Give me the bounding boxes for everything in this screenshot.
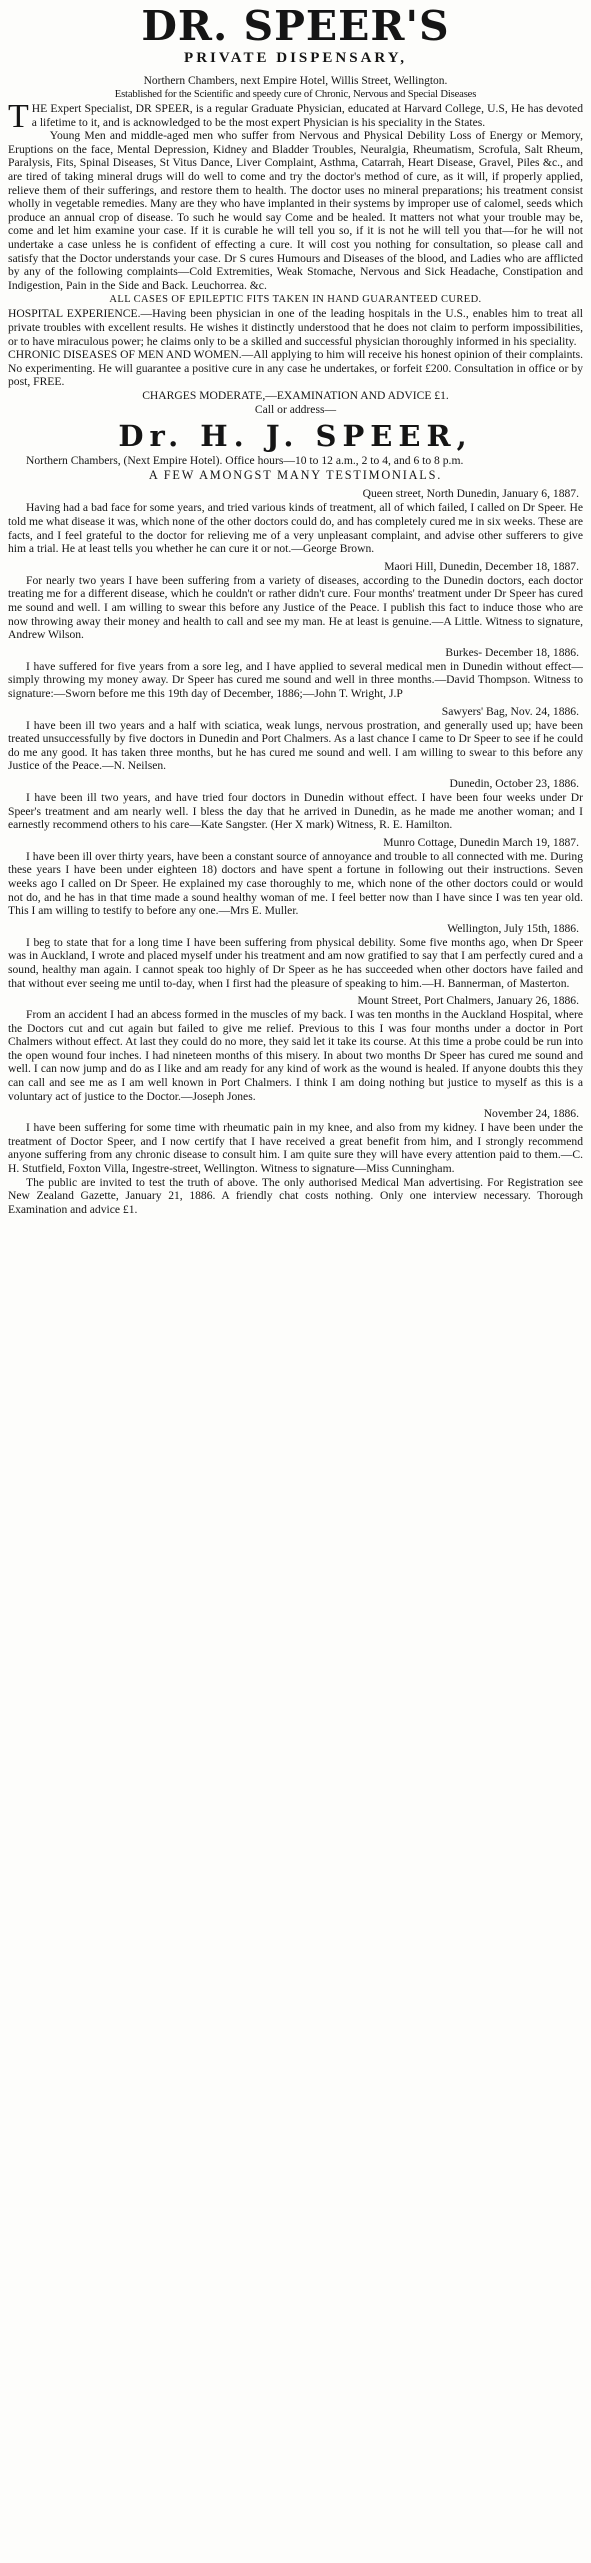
- testimonial-5: [8, 777, 583, 832]
- ad-title: DR. SPEER'S: [141, 3, 450, 50]
- testimonial-heading: Sawyers' Bag, Nov. 24, 1886.: [441, 704, 579, 718]
- chronic-lead: CHRONIC DISEASES OF MEN AND WOMEN.: [8, 348, 242, 362]
- doctor-name: Dr. H. J. SPEER,: [118, 418, 473, 453]
- charges-line: CHARGES MODERATE,—EXAMINATION AND ADVICE £1.: [142, 388, 449, 402]
- testimonial-8: [8, 994, 583, 1103]
- testimonial-text: I have been ill two years, and have tried four doctors in Dunedin without effect. I have been four weeks under Dr Speer's treatment and am nearly well. I bless the day that he arrived in Dunedin, as he made me another woman; and I earnestly recommend others to his care—Kate Sangster. (Her X mark) Witness, R. E. Hamilton.: [8, 790, 583, 832]
- testimonial-heading: Maori Hill, Dunedin, December 18, 1887.: [384, 559, 579, 573]
- ad-subtitle: PRIVATE DISPENSARY,: [184, 50, 407, 66]
- testimonial-heading: Wellington, July 15th, 1886.: [447, 921, 579, 935]
- testimonial-4: [8, 705, 583, 773]
- testimonial-heading: Munro Cottage, Dunedin March 19, 1887.: [383, 835, 579, 849]
- testimonial-text: I have been ill two years and a half with sciatica, weak lungs, nervous prostration, and generally used up; have been treated unsuccessfully by five doctors in Dunedin and Port Chalmers. As a last chance I came to Dr Speer to see if he could do me any good. It has taken three months, but he has cured me sound and well. I am willing to swear to this before any Justice of the Peace.—N. Neilsen.: [8, 718, 583, 773]
- testimonial-text: From an accident I had an abcess formed in the muscles of my back. I was ten months in the Auckland Hospital, where the Doctors cut and cut again but failed to give me relief. Previous to this I was four months under a doctor in Port Chalmers without effect. At last they could do no more, they said let it take its course. At this time a probe could be run into the open wound four inches. I had nineteen months of this misery. In about two months Dr Speer has cured me sound and well. I can now jump and do as I like and am ready for any kind of work as the wound is healed. If anyone doubts this they can call and see me as I am well known in Port Chalmers. I think I am doing nothing but justice to myself as this is a voluntary act of justice to the Doctor.—Joseph Jones.: [8, 1008, 583, 1103]
- testimonial-heading: Burkes- December 18, 1886.: [445, 645, 579, 659]
- hospital-text: —Having been physician in one of the leading hospitals in the U.S., enables him to treat all private troubles with excellent results. He wishes it distinctly understood that he does not claim to perform impossibilities, or to have miraculous power; he claims only to be a skilled and successful physician thoroughly informed in his speciality.: [8, 307, 583, 348]
- call-line: Call or address—: [254, 402, 337, 416]
- testimonial-text: I have been ill over thirty years, have been a constant source of annoyance and trouble to all connected with me. During these years I have been under eighteen 18) doctors and have spent a fortune in following out their instructions. Seven weeks ago I called on Dr Speer. He explained my case thoroughly to me, which none of the other doctors could or would not do, and he has in that time made a sound healthy woman of me. I feel better now than I have since I was ten year old. This I am willing to testify to before any one.—Mrs E. Muller.: [8, 849, 583, 918]
- testimonials-heading: A FEW AMONGST MANY TESTIMONIALS.: [148, 468, 443, 483]
- hospital-lead: HOSPITAL EXPERIENCE.: [8, 307, 141, 321]
- epileptic-notice: ALL CASES OF EPILEPTIC FITS TAKEN IN HAND GUARANTEED CURED.: [109, 294, 482, 306]
- drop-cap-letter: T: [8, 98, 29, 135]
- testimonial-7: [8, 922, 583, 990]
- address-line: Northern Chambers, next Empire Hotel, Willis Street, Wellington.: [143, 75, 448, 87]
- closing-paragraph: The public are invited to test the truth of above. The only authorised Medical Man advertising. For Registration see New Zealand Gazette, January 21, 1886. A friendly chat costs nothing. Only one interview necessary. Thorough Examination and advice £1.: [8, 1175, 583, 1216]
- chronic-text: —All applying to him will receive his honest opinion of their complaints. No experimenting. He will guarantee a positive cure in any case he undertakes, or forfeit £200. Consultation in office or by post, FREE.: [8, 348, 583, 389]
- testimonial-2: [8, 560, 583, 642]
- testimonial-text: I have suffered for five years from a sore leg, and I have applied to several medical men in Dunedin without effect—simply throwing my money away. Dr Speer has cured me sound and well in three months.—David Thompson. Witness to signature:—Sworn before me this 19th day of December, 1886;—John T. Wright, J.P: [8, 659, 583, 700]
- testimonial-9: [8, 1107, 583, 1175]
- chronic-paragraph: [8, 348, 583, 389]
- testimonial-text: For nearly two years I have been suffering from a variety of diseases, according to the Dunedin doctors, each doctor treating me for a different disease, which he couldn't or rather didn't cure. Four months' treatment under Dr Speer has cured me sound and well. I am willing to swear this before any Justice of the Peace. I publish this fact to induce those who are now throwing away their money and health to call and see my man. He at least is genuine.—A Little. Witness to signature, Andrew Wilson.: [8, 573, 583, 642]
- testimonial-heading: Queen street, North Dunedin, January 6, 1887.: [362, 487, 579, 501]
- testimonial-text: I beg to state that for a long time I have been suffering from physical debility. Some five months ago, when Dr Speer was in Auckland, I wrote and placed myself under his treatment and am now gratified to say that I am perfectly cured and a sound, healthy man again. I cannot speak too highly of Dr Speer as he has succeeded when other doctors have failed and that without ever seeing me until to-day, when I first had the pleasure of speaking to him.—H. Bannerman, of Masterton.: [8, 935, 583, 990]
- intro-paragraph: [8, 98, 583, 135]
- testimonial-text: Having had a bad face for some years, and tried various kinds of treatment, all of which failed, I called on Dr Speer. He told me what disease it was, which none of the other doctors could do, and has completely cured me in six weeks. These are facts, and I feel grateful to the doctor for relieving me of a very unpleasant complaint, and advise other sufferers to give him a trial. He at least tells you whether he can cure it or not.—George Brown.: [8, 501, 583, 556]
- conditions-paragraph: Young Men and middle-aged men who suffer from Nervous and Physical Debility Loss of Energy or Memory, Eruptions on the face, Mental Depression, Kidney and Bladder Troubles, Neuralgia, Rheumatism, Scrofula, Salt Rheum, Paralysis, Fits, Spinal Diseases, St Vitus Dance, Liver Complaint, Asthma, Catarrah, Heart Disease, Gravel, Piles &c., and are tired of taking mineral drugs will do well to come and try the doctor's method of cure, as it will, if properly applied, relieve them of their sufferings, and restore them to health. The doctor uses no mineral preparations; his treatment consist wholly in vegetable remedies. Many are they who have implanted in their systems by improper use of calomel, seeds which produce an annual crop of disease. To such he would say Come and be healed. It matters not what your trouble may be, come and let him examine your case. If it is curable he will tell you so, if it is not he will tell you that—for he will not undertake a case unless he is confident of effecting a cure. It will cost you nothing for consultation, so please call and satisfy that the Doctor understands your case. Dr S cures Humours and Diseases of the blood, and Ladies who are afflicted by any of the following complaints—Cold Extremities, Weak Stomache, Nervous and Sick Headache, Constipation and Indigestion, Pain in the Side and Back. Leuchorrea. &c.: [8, 129, 583, 292]
- hospital-paragraph: [8, 307, 583, 348]
- testimonial-heading: November 24, 1886.: [483, 1107, 579, 1121]
- intro-text: HE Expert Specialist, DR SPEER, is a regular Graduate Physician, educated at Harvard College, U.S, He has devoted a lifetime to it, and is acknowledged to be the most expert Physician is his speciality in the States.: [31, 102, 583, 129]
- testimonial-heading: Dunedin, October 23, 1886.: [449, 776, 579, 790]
- testimonial-3: [8, 646, 583, 701]
- testimonial-heading: Mount Street, Port Chalmers, January 26, 1886.: [357, 994, 579, 1008]
- established-line: Established for the Scientific and speedy cure of Chronic, Nervous and Special Diseases: [114, 89, 477, 100]
- advertisement-page: [8, 3, 583, 2557]
- testimonial-6: [8, 836, 583, 918]
- testimonial-1: [8, 487, 583, 555]
- testimonial-text: I have been suffering for some time with rheumatic pain in my knee, and also from my kidney. I have been under the treatment of Doctor Speer, and I now certify that I have received a great benefit from him, and I strongly recommend anyone suffering from any chronic disease to consult him. I am quite sure they will have every attention paid to them.—C. H. Stutfield, Foxton Villa, Ingestre-street, Wellington. Witness to signature—Miss Cunningham.: [8, 1121, 583, 1176]
- office-hours: Northern Chambers, (Next Empire Hotel). Office hours—10 to 12 a.m., 2 to 4, and 6 to 8 p.m.: [26, 453, 464, 467]
